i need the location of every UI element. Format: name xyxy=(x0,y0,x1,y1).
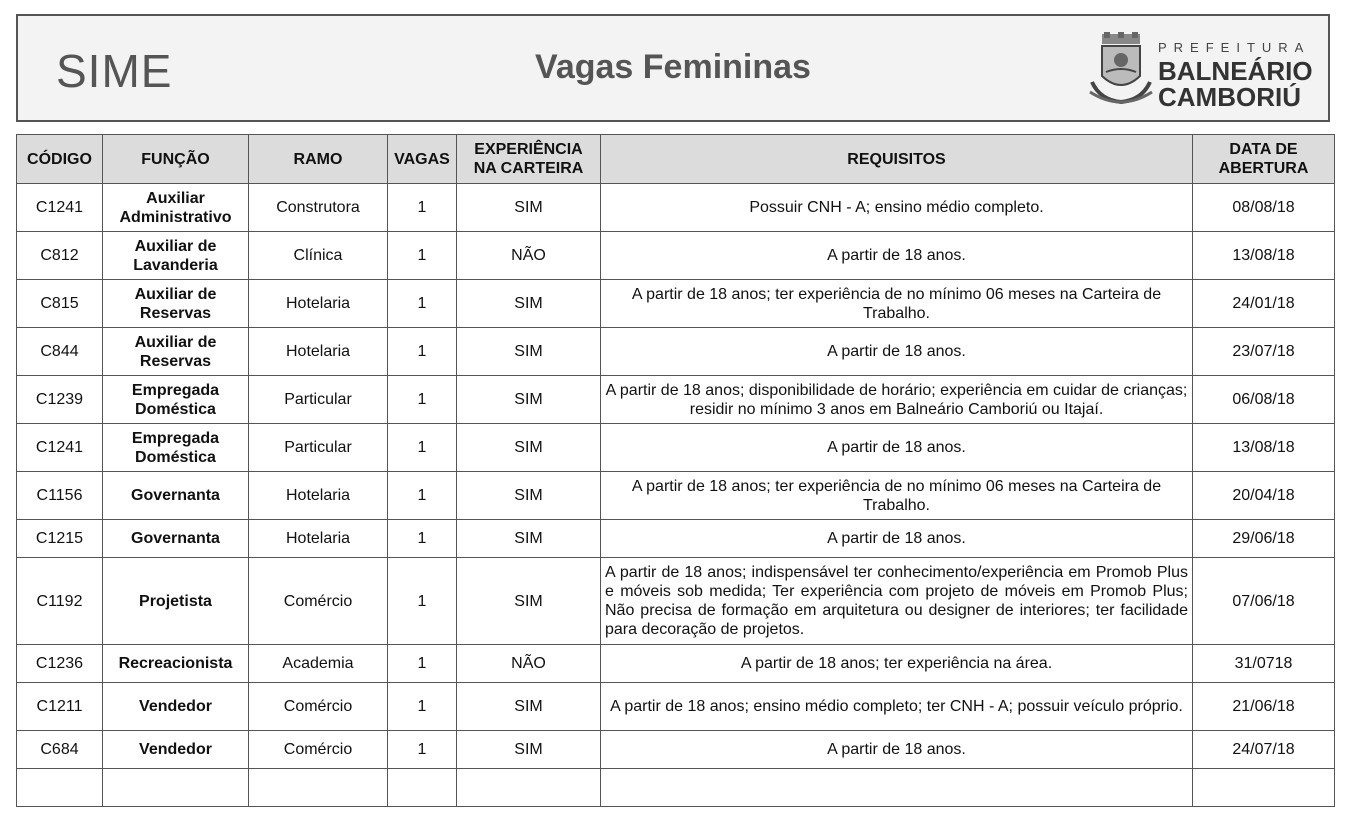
cell-vagas: 1 xyxy=(388,645,457,683)
cell-vagas: 1 xyxy=(388,558,457,645)
cell-funcao: Governanta xyxy=(103,472,249,520)
table-header-row xyxy=(17,135,1335,184)
cell-requisitos: A partir de 18 anos. xyxy=(601,731,1193,769)
page-title: Vagas Femininas xyxy=(535,48,811,86)
cell-vagas: 1 xyxy=(388,328,457,376)
table-row xyxy=(17,520,1335,558)
cell-experiencia: SIM xyxy=(457,558,601,645)
cell-data: 31/0718 xyxy=(1193,645,1335,683)
cell-requisitos: A partir de 18 anos; disponibilidade de horário; experiência em cuidar de crianças; residir no mínimo 3 anos em Balneário Camboriú ou Itajaí. xyxy=(601,376,1193,424)
cell-data: 23/07/18 xyxy=(1193,328,1335,376)
cell-ramo: Clínica xyxy=(249,232,388,280)
cell-codigo: C812 xyxy=(17,232,103,280)
cell-requisitos: A partir de 18 anos. xyxy=(601,424,1193,472)
cell-codigo: C1215 xyxy=(17,520,103,558)
city-crest-icon xyxy=(1088,32,1154,108)
table-row-empty xyxy=(17,769,1335,807)
table-row xyxy=(17,472,1335,520)
cell-data: 08/08/18 xyxy=(1193,184,1335,232)
cell-requisitos: A partir de 18 anos; ensino médio completo; ter CNH - A; possuir veículo próprio. xyxy=(601,683,1193,731)
brand-logo: SIME xyxy=(56,45,173,97)
cell-funcao: Auxiliar de Reservas xyxy=(103,328,249,376)
cell-experiencia: SIM xyxy=(457,731,601,769)
cell-data: 24/01/18 xyxy=(1193,280,1335,328)
col-header-experiencia: EXPERIÊNCIA NA CARTEIRA xyxy=(457,135,601,184)
cell-requisitos: Possuir CNH - A; ensino médio completo. xyxy=(601,184,1193,232)
cell-experiencia: NÃO xyxy=(457,232,601,280)
cell-experiencia: SIM xyxy=(457,328,601,376)
cell-ramo: Hotelaria xyxy=(249,472,388,520)
cell-vagas: 1 xyxy=(388,424,457,472)
col-header-vagas: VAGAS xyxy=(388,135,457,184)
cell-data: 13/08/18 xyxy=(1193,424,1335,472)
cell-ramo: Particular xyxy=(249,424,388,472)
cell-data: 29/06/18 xyxy=(1193,520,1335,558)
table-row xyxy=(17,184,1335,232)
cell-vagas: 1 xyxy=(388,280,457,328)
logo-city-line2: CAMBORIÚ xyxy=(1158,82,1301,112)
cell-data: 07/06/18 xyxy=(1193,558,1335,645)
cell-vagas: 1 xyxy=(388,472,457,520)
cell-experiencia: SIM xyxy=(457,424,601,472)
cell-requisitos: A partir de 18 anos. xyxy=(601,232,1193,280)
cell-requisitos: A partir de 18 anos. xyxy=(601,520,1193,558)
cell-experiencia: SIM xyxy=(457,376,601,424)
cell-experiencia: SIM xyxy=(457,280,601,328)
cell-funcao: Auxiliar de Lavanderia xyxy=(103,232,249,280)
cell-codigo: C1239 xyxy=(17,376,103,424)
cell-empty xyxy=(1193,769,1335,807)
table-row xyxy=(17,683,1335,731)
cell-ramo: Comércio xyxy=(249,683,388,731)
table-row xyxy=(17,731,1335,769)
cell-codigo: C844 xyxy=(17,328,103,376)
cell-experiencia: SIM xyxy=(457,683,601,731)
cell-codigo: C1241 xyxy=(17,184,103,232)
cell-empty xyxy=(601,769,1193,807)
cell-funcao: Empregada Doméstica xyxy=(103,376,249,424)
jobs-table xyxy=(16,134,1335,807)
table-row xyxy=(17,280,1335,328)
prefeitura-logo xyxy=(1088,30,1313,112)
cell-ramo: Comércio xyxy=(249,558,388,645)
cell-empty xyxy=(249,769,388,807)
cell-vagas: 1 xyxy=(388,520,457,558)
cell-experiencia: SIM xyxy=(457,184,601,232)
cell-funcao: Recreacionista xyxy=(103,645,249,683)
cell-empty xyxy=(457,769,601,807)
cell-vagas: 1 xyxy=(388,376,457,424)
col-header-codigo: CÓDIGO xyxy=(17,135,103,184)
cell-codigo: C684 xyxy=(17,731,103,769)
cell-vagas: 1 xyxy=(388,683,457,731)
cell-ramo: Hotelaria xyxy=(249,328,388,376)
cell-data: 21/06/18 xyxy=(1193,683,1335,731)
cell-requisitos: A partir de 18 anos; indispensável ter conhecimento/experiência em Promob Plus e móveis sob medida; Ter experiência com projeto de móveis em Promob Plus; Não precisa de formação em arquitetura ou designer de interiores; ter facilidade para decoração de projetos. xyxy=(601,558,1193,645)
cell-codigo: C1211 xyxy=(17,683,103,731)
cell-codigo: C1192 xyxy=(17,558,103,645)
cell-ramo: Academia xyxy=(249,645,388,683)
col-header-data: DATA DE ABERTURA xyxy=(1193,135,1335,184)
cell-data: 24/07/18 xyxy=(1193,731,1335,769)
cell-empty xyxy=(17,769,103,807)
table-row xyxy=(17,558,1335,645)
table-row xyxy=(17,376,1335,424)
cell-codigo: C815 xyxy=(17,280,103,328)
cell-ramo: Construtora xyxy=(249,184,388,232)
col-header-requisitos: REQUISITOS xyxy=(601,135,1193,184)
cell-requisitos: A partir de 18 anos; ter experiência de no mínimo 06 meses na Carteira de Trabalho. xyxy=(601,472,1193,520)
cell-ramo: Comércio xyxy=(249,731,388,769)
cell-experiencia: SIM xyxy=(457,472,601,520)
table-row xyxy=(17,645,1335,683)
cell-funcao: Auxiliar Administrativo xyxy=(103,184,249,232)
cell-ramo: Hotelaria xyxy=(249,520,388,558)
page-header xyxy=(16,14,1330,122)
cell-empty xyxy=(388,769,457,807)
cell-ramo: Hotelaria xyxy=(249,280,388,328)
logo-prefeitura-text: PREFEITURA xyxy=(1158,40,1311,55)
cell-funcao: Projetista xyxy=(103,558,249,645)
cell-funcao: Empregada Doméstica xyxy=(103,424,249,472)
table-row xyxy=(17,232,1335,280)
cell-empty xyxy=(103,769,249,807)
cell-codigo: C1236 xyxy=(17,645,103,683)
table-row xyxy=(17,424,1335,472)
cell-data: 06/08/18 xyxy=(1193,376,1335,424)
cell-ramo: Particular xyxy=(249,376,388,424)
cell-data: 13/08/18 xyxy=(1193,232,1335,280)
cell-codigo: C1156 xyxy=(17,472,103,520)
cell-funcao: Auxiliar de Reservas xyxy=(103,280,249,328)
cell-vagas: 1 xyxy=(388,731,457,769)
cell-experiencia: NÃO xyxy=(457,645,601,683)
cell-experiencia: SIM xyxy=(457,520,601,558)
cell-vagas: 1 xyxy=(388,232,457,280)
cell-funcao: Vendedor xyxy=(103,731,249,769)
cell-vagas: 1 xyxy=(388,184,457,232)
cell-requisitos: A partir de 18 anos; ter experiência na área. xyxy=(601,645,1193,683)
cell-data: 20/04/18 xyxy=(1193,472,1335,520)
cell-requisitos: A partir de 18 anos; ter experiência de no mínimo 06 meses na Carteira de Trabalho. xyxy=(601,280,1193,328)
cell-codigo: C1241 xyxy=(17,424,103,472)
cell-funcao: Governanta xyxy=(103,520,249,558)
cell-funcao: Vendedor xyxy=(103,683,249,731)
table-row xyxy=(17,328,1335,376)
col-header-ramo: RAMO xyxy=(249,135,388,184)
col-header-funcao: FUNÇÃO xyxy=(103,135,249,184)
logo-city-line1: BALNEÁRIO xyxy=(1158,56,1313,86)
cell-requisitos: A partir de 18 anos. xyxy=(601,328,1193,376)
